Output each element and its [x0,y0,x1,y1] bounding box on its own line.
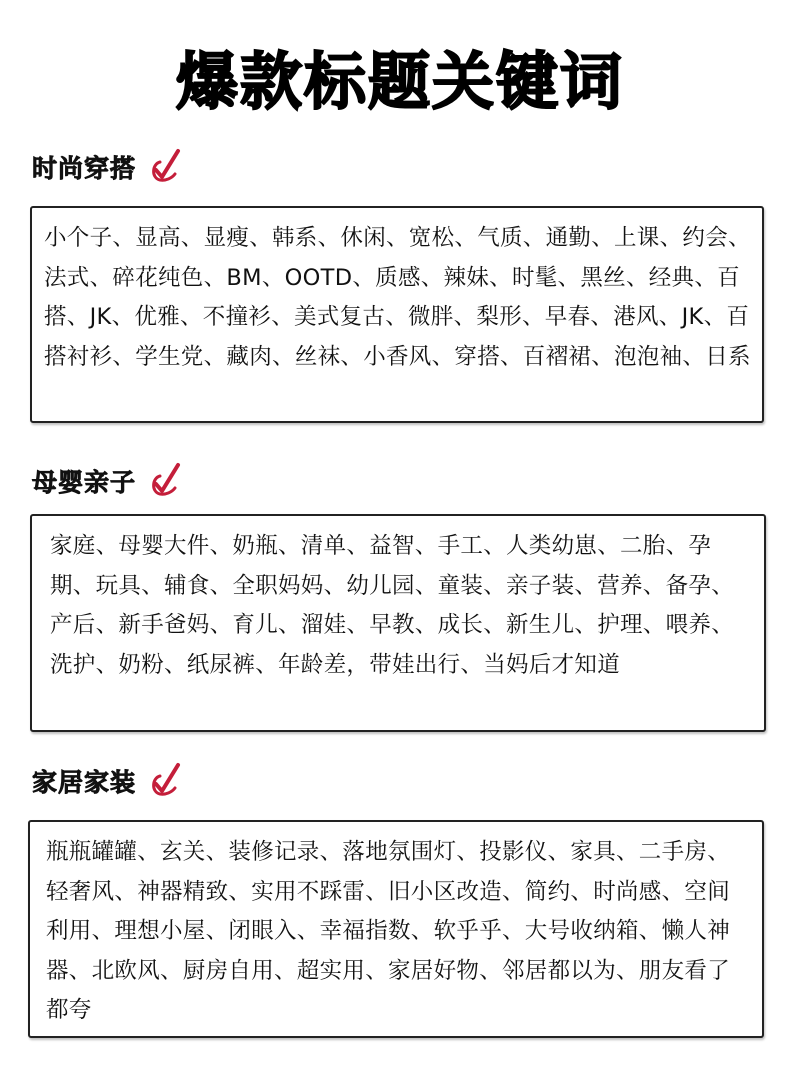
checkmark-icon [148,148,182,186]
checkmark-icon [148,462,182,500]
keyword-box-fashion [30,206,764,423]
keyword-list: 家庭、母婴大件、奶瓶、清单、益智、手工、人类幼崽、二胎、孕期、玩具、辅食、全职妈妈、幼儿园、童装、亲子装、营养、备孕、产后、新手爸妈、育儿、溜娃、早教、成长、新生儿、护理、喂养、洗护、奶粉、纸尿裤、年龄差，带娃出行、当妈后才知道 [50,533,735,678]
keyword-list: 瓶瓶罐罐、玄关、装修记录、落地氛围灯、投影仪、家具、二手房、轻奢风、神器精致、实用不踩雷、旧小区改造、简约、时尚感、空间利用、理想小屋、闭眼入、幸福指数、软乎乎、大号收纳箱、懒人神器、北欧风、厨房自用、超实用、家居好物、邻居都以为、朋友看了都夸 [46,839,731,1023]
section-title: 时尚穿搭 [32,154,137,183]
page-title: 爆款标题关键词 [175,45,624,118]
section-header-maternity [32,462,182,500]
section-title: 母婴亲子 [32,468,137,497]
section-title: 家居家装 [32,768,137,797]
checkmark-icon [148,762,182,800]
section-header-fashion [32,148,182,186]
section-header-home [32,762,182,800]
keyword-box-maternity [30,514,766,732]
keyword-box-home [28,820,764,1038]
keyword-list: 小个子、显高、显瘦、韩系、休闲、宽松、气质、通勤、上课、约会、法式、碎花纯色、BM、OOTD、质感、辣妹、时髦、黑丝、经典、百搭、JK、优雅、不撞衫、美式复古、微胖、梨形、早春、港风、JK、百搭衬衫、学生党、藏肉、丝袜、小香风、穿搭、百褶裙、泡泡袖、日系 [44,225,751,370]
